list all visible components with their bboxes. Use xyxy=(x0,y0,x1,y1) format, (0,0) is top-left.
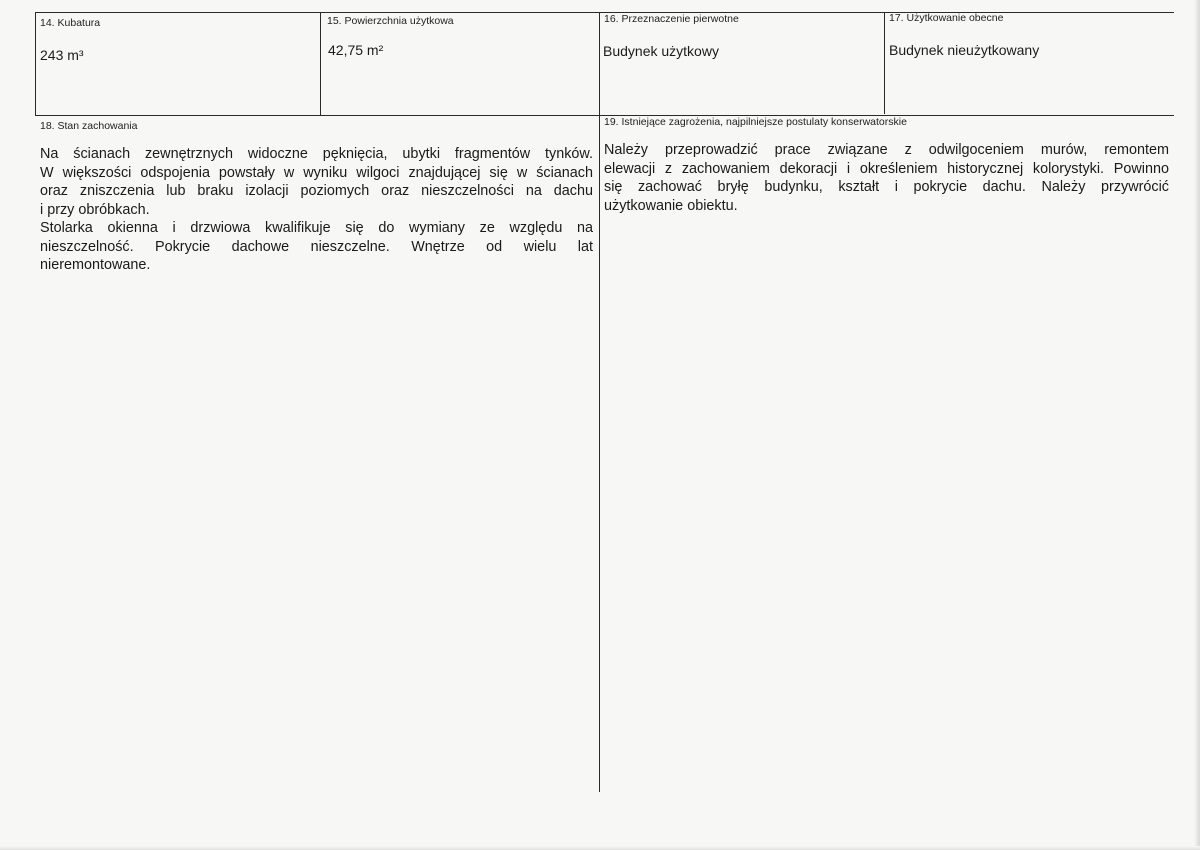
text-line: elewacji z zachowaniem dekoracji i określeniem historycznej kolorystyki. Powinno xyxy=(604,160,1169,177)
text-line: oraz zniszczenia lub braku izolacji poziomych oraz nieszczelności na dachu xyxy=(40,183,593,199)
field-17-value: Budynek nieużytkowany xyxy=(889,42,1040,58)
field-19-text xyxy=(604,141,1169,215)
text-line: użytkowanie obiektu. xyxy=(604,197,738,214)
field-17-label: 17. Użytkowanie obecne xyxy=(889,12,1004,24)
field-19-label: 19. Istniejące zagrożenia, najpilniejsze postulaty konserwatorskie xyxy=(604,116,907,128)
column-divider-2 xyxy=(599,12,600,792)
scan-edge-shadow xyxy=(1194,0,1200,850)
text-line: Stolarka okienna i drzwiowa kwalifikuje się do wymiany ze względu na xyxy=(40,220,593,236)
field-18-text xyxy=(40,145,593,275)
column-divider-3 xyxy=(884,12,885,114)
field-18-label: 18. Stan zachowania xyxy=(40,120,138,132)
field-16-label: 16. Przeznaczenie pierwotne xyxy=(604,13,739,25)
field-14-value: 243 m³ xyxy=(40,47,84,63)
field-15-value: 42,75 m² xyxy=(328,42,384,58)
field-14-label: 14. Kubatura xyxy=(40,17,101,29)
text-line: się zachować bryłę budynku, kształt i pokrycie dachu. Należy przywrócić xyxy=(604,179,1169,195)
text-line: W większości odspojenia powstały w wyniku wilgoci znajdującej się w ścianach xyxy=(40,164,593,181)
column-divider-1 xyxy=(320,12,321,116)
text-line: nieszczelność. Pokrycie dachowe nieszczelne. Wnętrze od wielu lat xyxy=(40,238,593,255)
scan-bottom-shadow xyxy=(0,846,1200,850)
text-line: Na ścianach zewnętrznych widoczne pęknięcia, ubytki fragmentów tynków. xyxy=(40,146,593,162)
table-left-border xyxy=(35,12,36,116)
field-16-value: Budynek użytkowy xyxy=(603,43,719,59)
text-line: nieremontowane. xyxy=(40,257,151,273)
text-line: Należy przeprowadzić prace związane z odwilgoceniem murów, remontem xyxy=(604,142,1169,158)
field-15-label: 15. Powierzchnia użytkowa xyxy=(327,15,454,27)
text-line: i przy obróbkach. xyxy=(40,201,150,218)
